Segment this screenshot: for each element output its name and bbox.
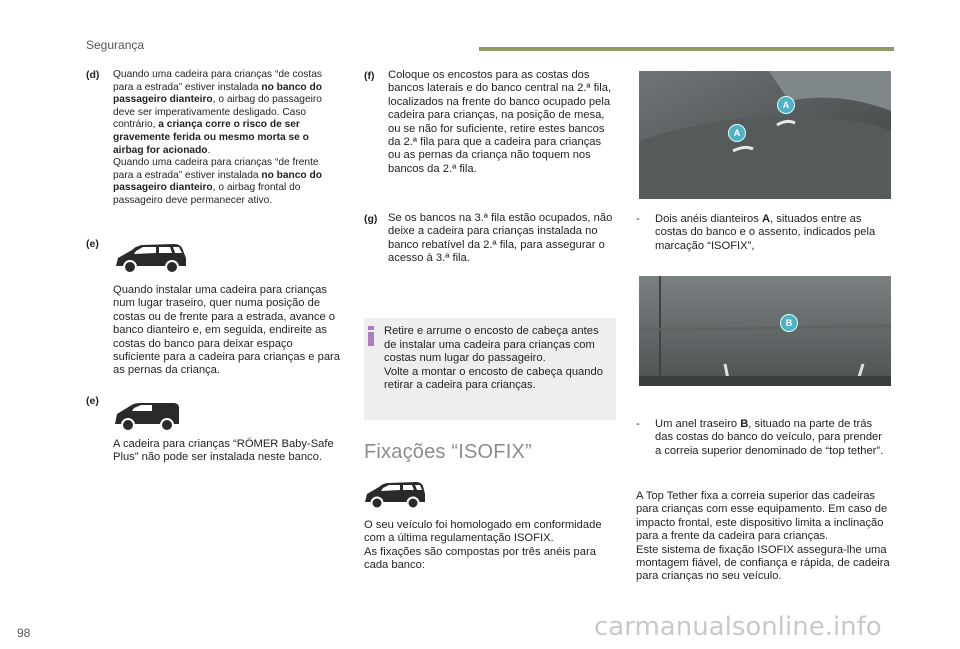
bold-text: no banco do passageiro dianteiro (113, 81, 322, 106)
bold-text: no banco do passageiro dianteiro (113, 169, 322, 194)
text: . (207, 144, 211, 156)
text: Um anel traseiro (655, 418, 741, 430)
minivan-icon (112, 240, 190, 276)
text: , o airbag do passageiro deve ser imperativamente desligado. Caso contrário, (113, 94, 322, 131)
item-d-text (113, 69, 338, 208)
info-icon (368, 326, 374, 346)
list-dash: - (636, 213, 640, 225)
list-item-rear-ring (655, 418, 891, 458)
item-d-paragraph-2 (113, 157, 338, 207)
minivan-icon (362, 478, 428, 512)
text: Quando uma cadeira para crianças “de costas para a estrada” estiver instalada (113, 69, 322, 93)
info-text (384, 325, 608, 393)
isofix-text (364, 519, 616, 573)
anchor-badge-a: A (728, 124, 746, 142)
item-d-paragraph-1 (113, 69, 338, 157)
bold-text: A (761, 213, 771, 225)
bold-text: B (740, 418, 749, 430)
page-number: 98 (17, 626, 31, 640)
text: Dois anéis dianteiros (655, 213, 762, 225)
header-rule (479, 47, 894, 51)
section-header-title: Segurança (86, 38, 145, 52)
top-tether-text (636, 490, 894, 584)
info-paragraph-2: Volte a montar o encosto de cabeça quando retirar a cadeira para crianças. (384, 365, 603, 392)
list-dash: - (636, 418, 640, 430)
item-e2-text: A cadeira para crianças “RÖMER Baby-Safe Plus” não pode ser instalada neste banco. (113, 438, 334, 464)
van-icon (112, 398, 182, 434)
text: , o airbag frontal do passageiro deve permanecer ativo. (113, 182, 301, 206)
isofix-paragraph-2: As fixações são compostas por três anéis para cada banco: (364, 545, 596, 572)
watermark: carmanualsonline.info (594, 612, 882, 642)
info-paragraph-1: Retire e arrume o encosto de cabeça antes de instalar uma cadeira para crianças com costas num lugar do passageiro. (384, 325, 599, 365)
item-label-g: (g) (364, 213, 378, 225)
anchor-badge-b: B (780, 314, 798, 332)
anchor-badge-a: A (777, 96, 795, 114)
item-g-text: Se os bancos na 3.ª fila estão ocupados, não deixe a cadeira para crianças instalada no banco rebatível da 2.ª fila, para assegurar o acesso à 3.ª fila. (388, 212, 613, 265)
item-f-text: Coloque os encostos para as costas dos bancos laterais e do banco central na 2.ª fila, localizados na frente do banco ocupado pela cadeira para crianças, na posição de mesa, ou se não for suficiente, retire estes bancos da 2.ª fila para que a cadeira para crianças ou as pernas da criança não toquem nos bancos da 2.ª fila. (388, 69, 612, 175)
text: , situados entre as costas do banco e o assento, indicados pela marcação “ISOFIX”, (655, 213, 876, 252)
list-item-front-rings (655, 213, 891, 253)
isofix-rear-ring-photo (639, 276, 891, 386)
item-label-f: (f) (364, 70, 375, 82)
isofix-paragraph-1: O seu veículo foi homologado em conformidade com a última regulamentação ISOFIX. (364, 519, 602, 545)
tether-paragraph-2: Este sistema de fixação ISOFIX assegura-lhe uma montagem fiável, de confiança e rápida, de cadeira para crianças no seu veículo. (636, 543, 890, 583)
item-label-e1: (e) (86, 238, 99, 250)
item-label-d: (d) (86, 69, 100, 81)
item-label-e2: (e) (86, 395, 99, 407)
isofix-front-rings-photo (639, 71, 891, 199)
tether-paragraph-1: A Top Tether fixa a correia superior das cadeiras para crianças com esse equipamento. Em caso de impacto frontal, este dispositivo limita a inclinação para a frente da cadeira para crianças. (636, 490, 888, 543)
text: , situado na parte de trás das costas do banco do veículo, para prender a correia superior denominado de “top tether”. (655, 418, 884, 457)
section-title-isofix: Fixações “ISOFIX” (364, 441, 532, 463)
bold-text: a criança corre o risco de ser gravemente ferida ou mesmo morta se o airbag for acionado (113, 119, 309, 156)
text: Quando uma cadeira para crianças “de frente para a estrada” estiver instalada (113, 157, 319, 181)
item-e1-text: Quando instalar uma cadeira para crianças num lugar traseiro, quer numa posição de costas ou de frente para a estrada, avance o banco dianteiro e, em seguida, endireite as costas do banco para deixar espaço suficiente para a cadeira para crianças e para as pernas da criança. (113, 284, 340, 377)
